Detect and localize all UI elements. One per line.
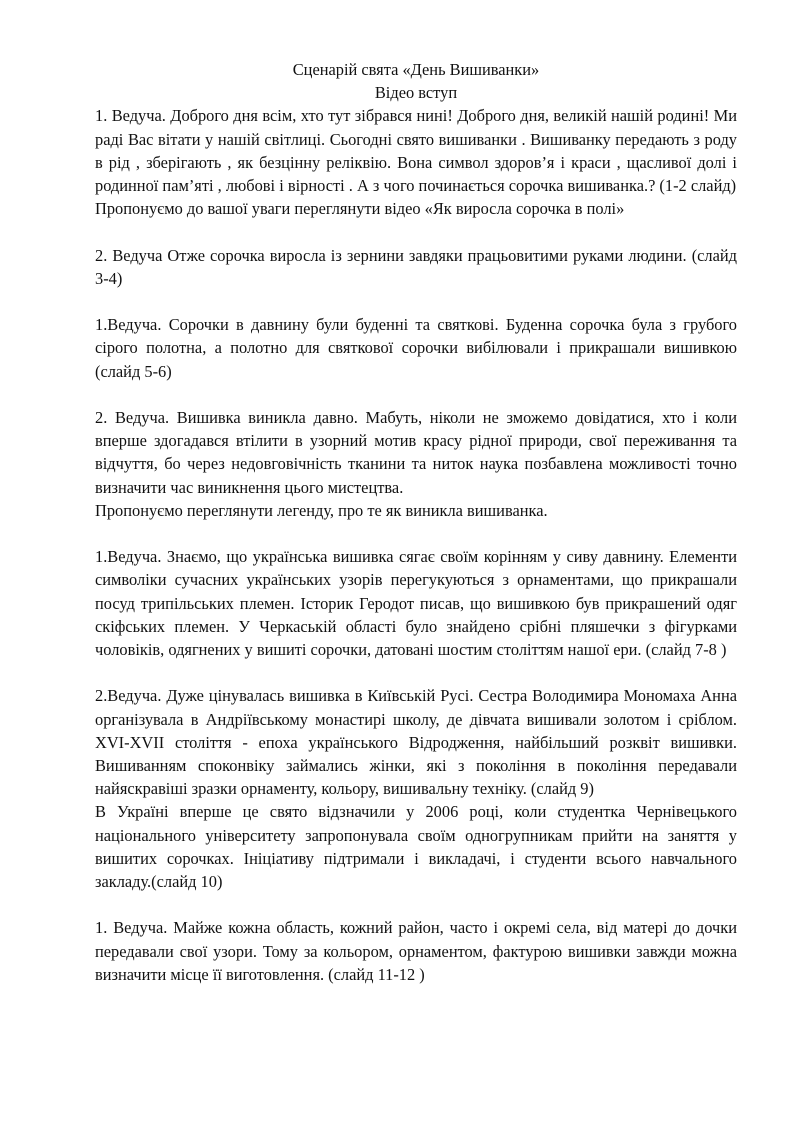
paragraph-embroidery-origin: 2. Ведуча. Вишивка виникла давно. Мабуть, ніколи не зможемо довідатися, хто і коли вперше здогадався втілити в узорний мотив красу рідної природи, свої переживання та відчуття, бо через недовговічність тканини та ниток наука позбавлена можливості точно визначити час виникнення цього мистецтва. xyxy=(95,408,737,497)
paragraph-gap xyxy=(95,220,737,243)
paragraph-everyday-festive: 1.Ведуча. Сорочки в давнину були буденні та святкові. Буденна сорочка була з грубого сірого полотна, а полотно для святкової сорочки вибілювали і прикрашали вишивкою (слайд 5-6) xyxy=(95,315,737,381)
paragraph-gap xyxy=(95,290,737,313)
paragraph-ancient-roots: 1.Ведуча. Знаємо, що українська вишивка сягає своїм корінням у сиву давнину. Елементи символіки сучасних українських узорів перегукуються з орнаментами, що прикрашали посуд трипільських племен. Історик Геродот писав, що вишивкою був прикрашений одяг скіфських племен. У Черкаській області було знайдено срібні пляшечки з фігурками чоловіків, одягнених у вишиті сорочки, датовані шостим століттям нашої ери. (слайд 7-8 ) xyxy=(95,547,737,660)
document-page xyxy=(95,58,737,986)
paragraph-regional-patterns: 1. Ведуча. Майже кожна область, кожний район, часто і окремі села, від матері до дочки передавали свої узори. Тому за кольором, орнаментом, фактурою вишивки завжди можна визначити місце її виготовлення. (слайд 11-12 ) xyxy=(95,918,737,984)
paragraph-shirt-grown: 2. Ведуча Отже сорочка виросла із зернини завдяки працьовитими руками людини. (слайд 3-4) xyxy=(95,245,737,288)
paragraph-kyivan-rus: 2.Ведуча. Дуже цінувалась вишивка в Київській Русі. Сестра Володимира Мономаха Анна організувала в Андріївському монастирі школу, де дівчата вишивали золотом і сріблом. XVI-XVII століття - епоха українського Відродження, найбільший розквіт вишивки. Вишиванням споконвіку займались жінки, які з покоління в покоління передавали найяскравіші зразки орнаменту, кольору, вишивальну техніку. (слайд 9) xyxy=(95,686,737,799)
paragraph-intro: 1. Ведуча. Доброго дня всім, хто тут зібрався нині! Доброго дня, великій нашій родині! Ми раді Вас вітати у нашій світлиці. Сьогодні свято вишиванки . Вишиванку передають з роду в рід , зберігають , як безцінну реліквію. Вона символ здоров’я і краси , щасливої долі і родинної пам’яті , любові і вірності . А з чого починається сорочка вишиванка.? (1-2 слайд) xyxy=(95,106,737,196)
paragraph-video-offer: Пропонуємо до вашої уваги переглянути відео «Як виросла сорочка в полі» xyxy=(95,199,625,219)
paragraph-legend-offer: Пропонуємо переглянути легенду, про те як виникла вишиванка. xyxy=(95,500,548,520)
paragraph-gap xyxy=(95,661,737,684)
document-title: Сценарій свята «День Вишиванки» xyxy=(292,60,540,79)
document-subtitle: Відео вступ xyxy=(374,83,458,103)
paragraph-gap xyxy=(95,383,737,406)
paragraph-gap xyxy=(95,522,737,545)
paragraph-holiday-2006: В Україні вперше це свято відзначили у 2006 році, коли студентка Чернівецького національного університету запропонувала своїм одногрупникам прийти на заняття у вишитих сорочках. Ініціативу підтримали і викладачі, і студенти всього навчального закладу.(слайд 10) xyxy=(95,802,737,892)
paragraph-gap xyxy=(95,893,737,916)
